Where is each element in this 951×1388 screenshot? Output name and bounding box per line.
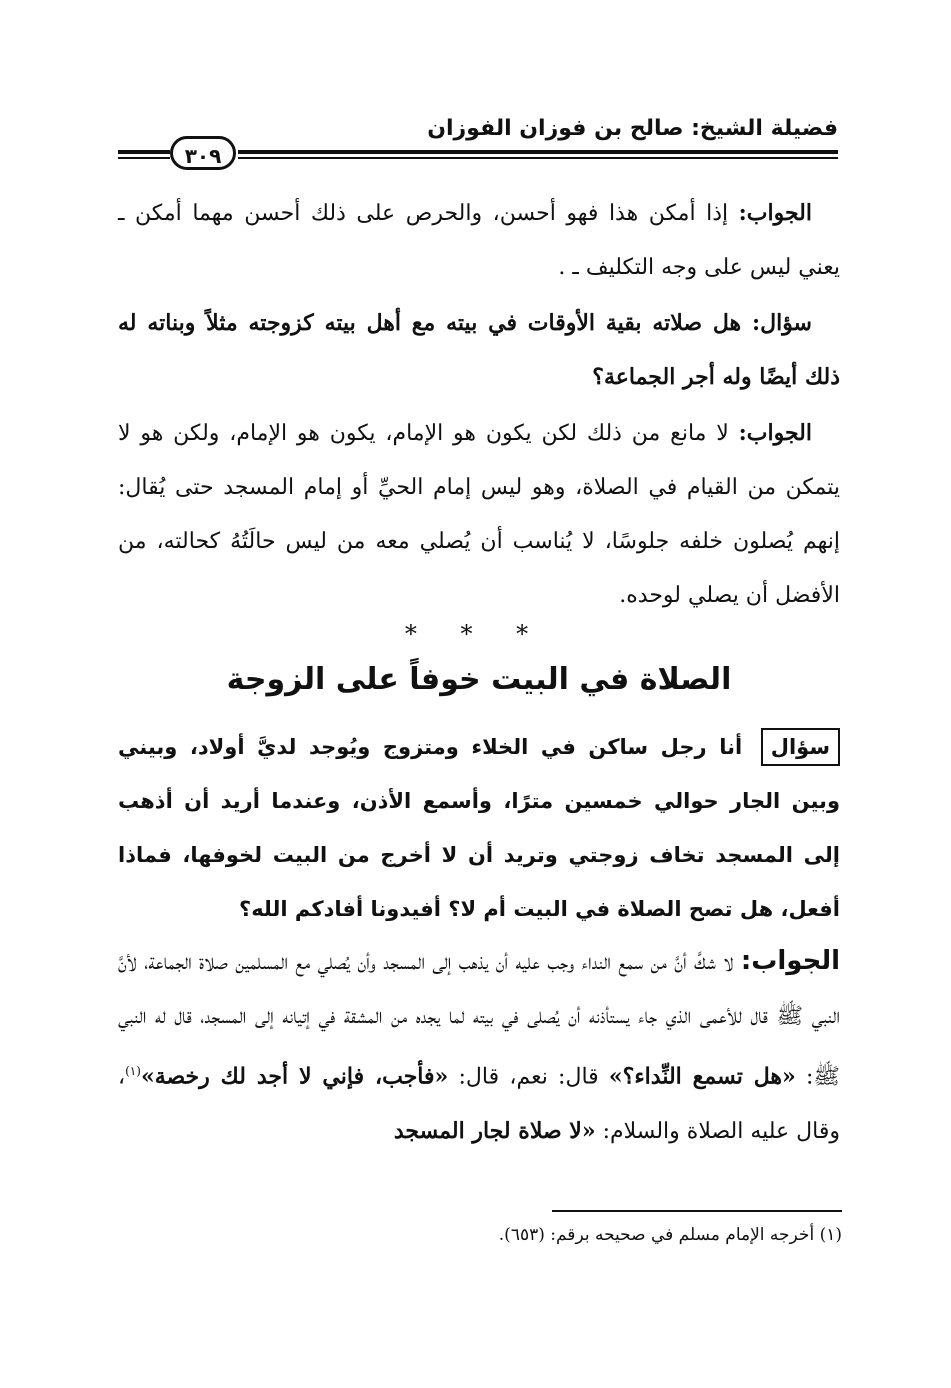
answer-paragraph-6	[118, 934, 840, 1159]
question-paragraph-5	[118, 720, 840, 936]
section-separator: * * *	[404, 620, 547, 648]
question-paragraph-2	[118, 296, 840, 404]
question-label-box: سؤال	[761, 728, 840, 766]
answer-label: الجواب:	[738, 200, 812, 226]
page-number: ٣٠٩	[170, 136, 236, 170]
question-text: أنا رجل ساكن في الخلاء ومتزوج ويُوجد لديَّ أولاد، وبيني وبين الجار حوالي خمسين مترًا، وأسمع الأذن، وعندما أريد أن أذهب إلى المسجد تخاف زوجتي وتريد أن لا أخرج من البيت لخوفها، فماذا أفعل، هل تصح الصلاة في البيت أم لا؟ أفيدونا أفادكم الله؟	[118, 735, 840, 921]
answer-text: لا مانع من ذلك لكن يكون هو الإمام، يكون هو الإمام، ولكن هو لا يتمكن من القيام في الصلاة، وهو ليس إمام الحيِّ أو إمام المسجد حتى يُقال: إنهم يُصلون خلفه جلوسًا، لا يُناسب أن يُصلي معه من ليس حالَتُهُ كحالته، من الأفضل أن يصلي لوحده.	[118, 421, 840, 608]
header-rule-left	[118, 150, 170, 159]
header-title: فضيلة الشيخ: صالح بن فوزان الفوزان	[427, 116, 838, 141]
answer-label: الجواب:	[740, 946, 840, 976]
section-heading: الصلاة في البيت خوفاً على الزوجة	[226, 662, 732, 697]
answer-text-a: لا شكَّ أنَّ من سمع النداء وجب عليه أن يذهب إلى المسجد وأن يُصلي مع المسلمين صلاة الجماعة، لأنَّ النبي ﷺ قال للأعمى الذي جاء يستأذنه أن يُصلى في بيته لما يجده من المشقة في إتيانه إلى المسجد، قال له النبي ﷺ:	[118, 950, 840, 1090]
footnote-reference: (١)	[125, 1064, 141, 1078]
footnote-divider	[552, 1210, 842, 1212]
header-rule	[238, 150, 838, 159]
answer-text: إذا أمكن هذا فهو أحسن، والحرص على ذلك أحسن مهما أمكن ـ يعني ليس على وجه التكليف ـ .	[118, 201, 840, 280]
answer-paragraph-3	[118, 406, 840, 623]
footnote: (١) أخرجه الإمام مسلم في صحيحه برقم: (٦٥٣).	[498, 1225, 842, 1245]
hadith-quote-3: «لا صلاة لجار المسجد	[393, 1118, 596, 1145]
answer-text-b: قال: نعم، قال:	[448, 1064, 609, 1090]
answer-label: الجواب:	[738, 420, 812, 446]
answer-text-c: ، وقال عليه الصلاة والسلام:	[118, 1064, 840, 1145]
hadith-quote-2: «فأجب، فإني لا أجد لك رخصة»	[140, 1063, 449, 1090]
hadith-quote-1: «هل تسمع النِّداء؟»	[608, 1063, 796, 1090]
question-text: سؤال: هل صلاته بقية الأوقات في بيته مع أهل بيته كزوجته مثلاً وبناته له ذلك أيضًا وله أجر الجماعة؟	[118, 310, 840, 390]
running-header	[118, 116, 838, 176]
answer-paragraph-1	[118, 186, 840, 295]
